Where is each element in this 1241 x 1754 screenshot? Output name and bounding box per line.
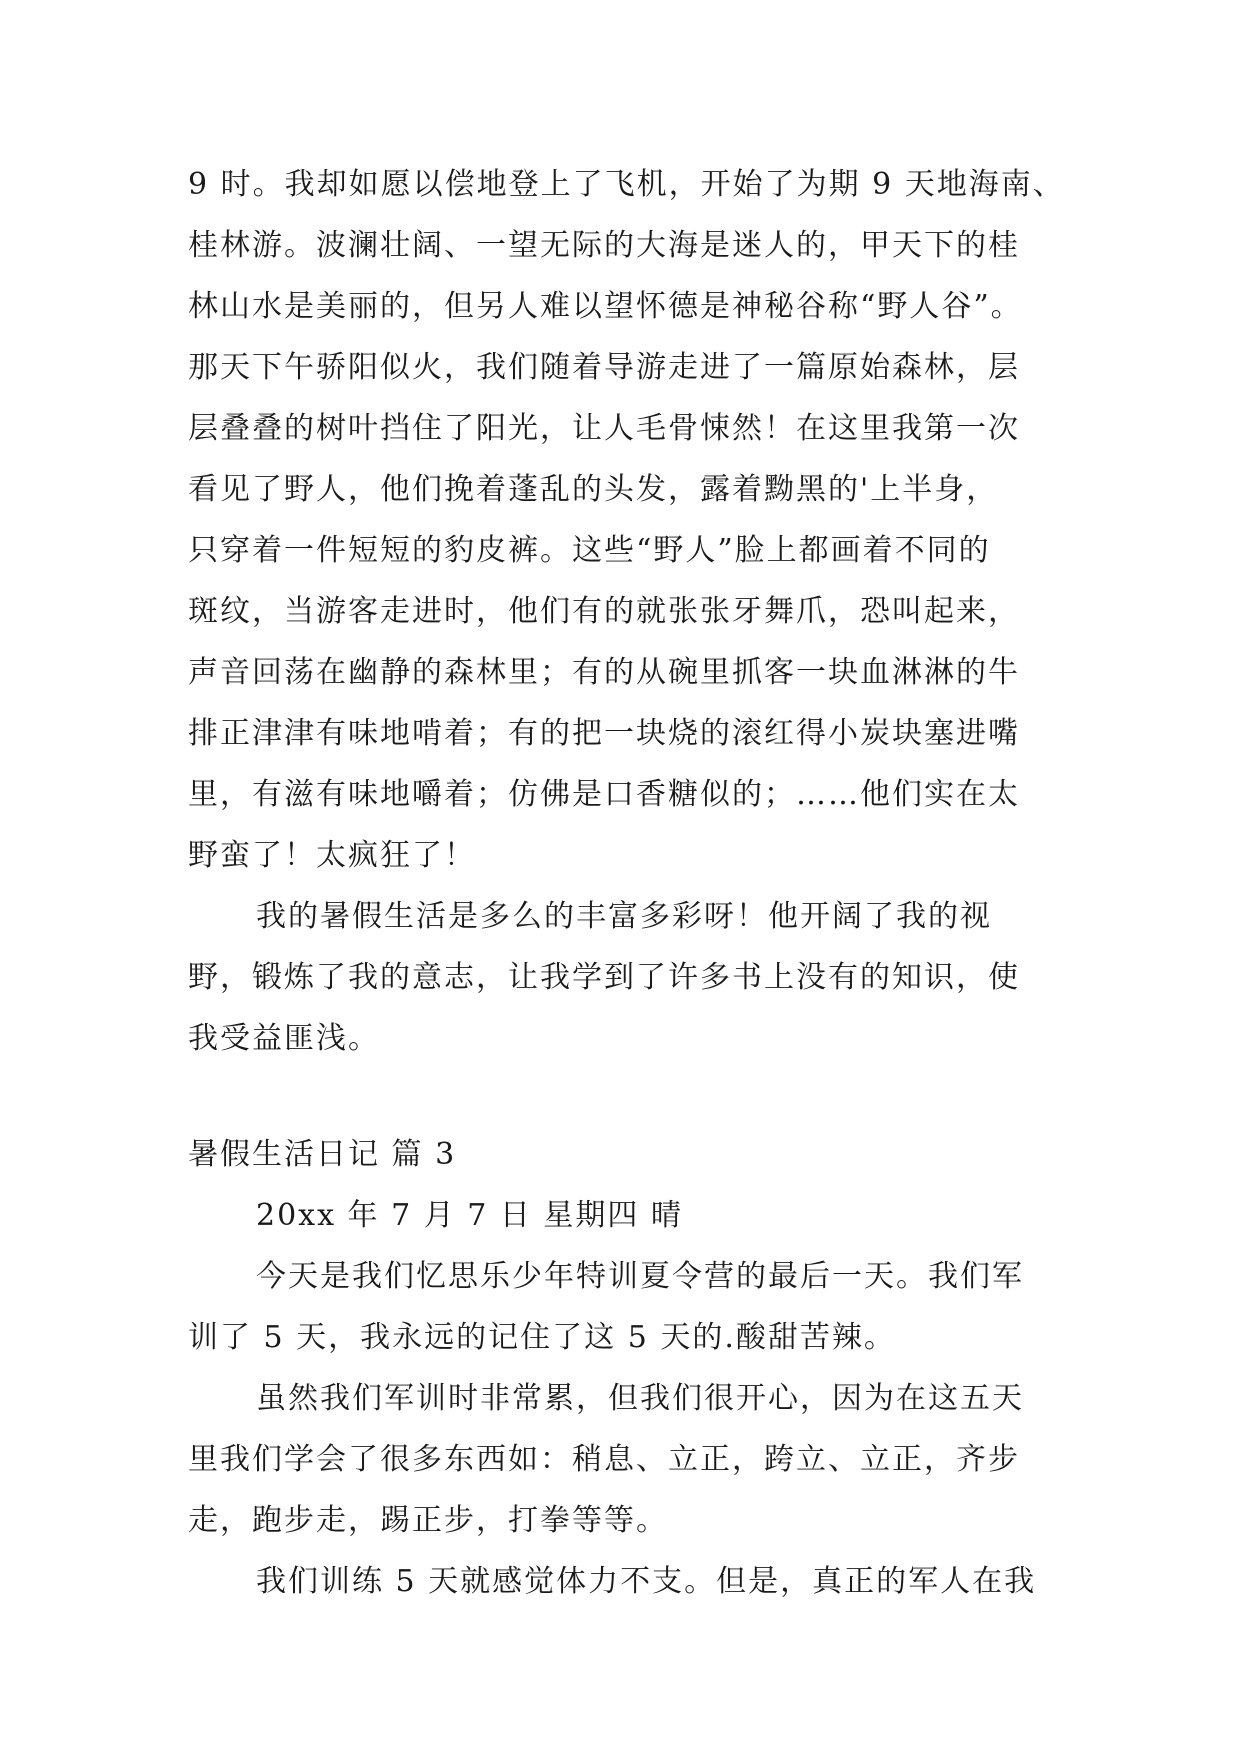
- text-line: 斑纹，当游客走进时，他们有的就张张牙舞爪，恐叫起来，: [188, 594, 1020, 629]
- text-line: 看见了野人，他们挽着蓬乱的头发，露着黝黑的'上半身，: [188, 472, 999, 507]
- text-line: 层叠叠的树叶挡住了阳光，让人毛骨悚然！在这里我第一次: [188, 411, 1020, 446]
- text-line: 只穿着一件短短的豹皮裤。这些“野人”脸上都画着不同的: [188, 533, 991, 568]
- text-line: 声音回荡在幽静的森林里；有的从碗里抓客一块血淋淋的牛: [188, 655, 1020, 690]
- text-line: 林山水是美丽的，但另人难以望怀德是神秘谷称“野人谷”。: [188, 289, 1023, 324]
- section-heading: 暑假生活日记 篇 3: [188, 1137, 457, 1172]
- text-line: 野蛮了！太疯狂了！: [188, 838, 476, 873]
- text-line: 里，有滋有味地嚼着；仿佛是口香糖似的；……他们实在太: [188, 777, 1020, 812]
- paragraph-first-line: 虽然我们军训时非常累，但我们很开心，因为在这五天: [256, 1381, 1024, 1416]
- text-line: 那天下午骄阳似火，我们随着导游走进了一篇原始森林，层: [188, 350, 1020, 385]
- text-line: 走，跑步走，踢正步，打拳等等。: [188, 1503, 668, 1538]
- text-line: 排正津津有味地啃着；有的把一块烧的滚红得小炭块塞进嘴: [188, 716, 1020, 751]
- text-line: 训了 5 天，我永远的记住了这 5 天的.酸甜苦辣。: [188, 1320, 896, 1355]
- text-line: 野，锻炼了我的意志，让我学到了许多书上没有的知识，使: [188, 960, 1020, 995]
- text-line: 我受益匪浅。: [188, 1021, 380, 1056]
- text-line: 里我们学会了很多东西如：稍息、立正，跨立、立正，齐步: [188, 1442, 1020, 1477]
- text-line: 9 时。我却如愿以偿地登上了飞机，开始了为期 9 天地海南、: [188, 167, 1065, 202]
- paragraph-first-line: 今天是我们忆思乐少年特训夏令营的最后一天。我们军: [256, 1259, 1024, 1294]
- paragraph-first-line: 我的暑假生活是多么的丰富多彩呀！他开阔了我的视: [256, 899, 992, 934]
- paragraph-first-line: 我们训练 5 天就感觉体力不支。但是，真正的军人在我: [256, 1564, 1037, 1599]
- text-line: 桂林游。波澜壮阔、一望无际的大海是迷人的，甲天下的桂: [188, 228, 1020, 263]
- diary-date-line: 20xx 年 7 月 7 日 星期四 晴: [256, 1198, 683, 1233]
